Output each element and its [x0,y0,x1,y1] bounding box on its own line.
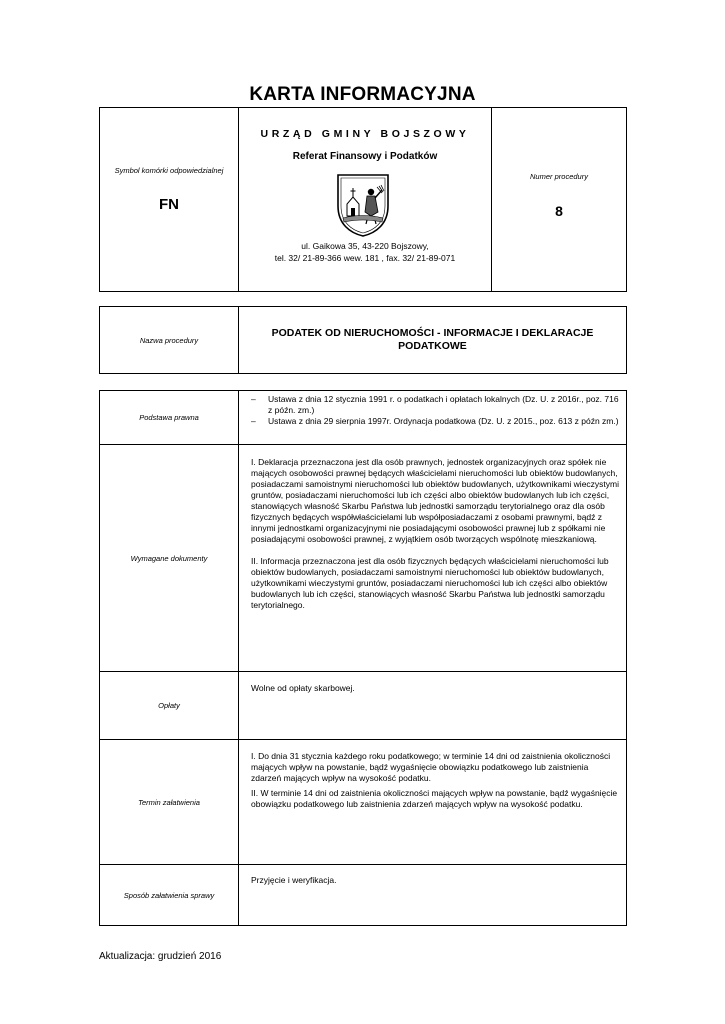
symbol-label: Symbol komórki odpowiedzialnej [114,166,224,175]
legal-basis-item: Ustawa z dnia 29 sierpnia 1997r. Ordynacja podatkowa (Dz. U. z 2015., poz. 613 z późn zm.) [268,416,619,426]
list-item: – Ustawa z dnia 12 stycznia 1991 r. o podatkach i opłatach lokalnych (Dz. U. z 2016r., poz. 716 z późn. zm.) [251,394,619,415]
procedure-number-cell [492,108,627,292]
header-table [99,107,627,292]
fees-text: Wolne od opłaty skarbowej. [251,683,355,693]
documents-row [100,445,627,672]
office-cell [239,108,492,292]
deadline-paragraph-2: II. W terminie 14 dni od zaistnienia okoliczności mających wpływ na powstanie, bądź wygaśnięcie obowiązku podatkowego lub zaistnienia zdarzeń mających wpływ na wysokość podatku. [251,788,618,809]
procedure-number: 8 [555,203,563,219]
procedure-number-label: Numer procedury [530,172,588,181]
handling-row [100,865,627,926]
procedure-name-label: Nazwa procedury [100,307,239,374]
documents-label: Wymagane dokumenty [100,445,239,672]
deadline-content [239,740,627,865]
fees-row [100,672,627,740]
handling-content [239,865,627,926]
handling-label: Sposób załatwienia sprawy [100,865,239,926]
legal-basis-item: Ustawa z dnia 12 stycznia 1991 r. o podatkach i opłatach lokalnych (Dz. U. z 2016r., poz. 716 z późn. zm.) [268,394,619,415]
office-name: URZĄD GMINY BOJSZOWY [260,128,470,140]
legal-basis-list [247,394,620,427]
handling-text: Przyjęcie i weryfikacja. [251,875,337,885]
legal-basis-label: Podstawa prawna [100,391,239,445]
legal-basis-content [239,391,627,445]
symbol-cell [100,108,239,292]
documents-paragraph-2: II. Informacja przeznaczona jest dla osób fizycznych będących właścicielami nieruchomości lub obiektów budowlanych, posiadaczami samoistnymi nieruchomości lub obiektów budowlanych, użytkownikami wieczystymi gruntów, posiadaczami nieruchomości lub ich części albo obiektów budowlanych lub ich części, stanowiących własność Skarbu Państwa lub jednostki samorządu terytorialnego. [251,556,609,610]
list-item: – Ustawa z dnia 29 sierpnia 1997r. Ordynacja podatkowa (Dz. U. z 2015., poz. 613 z późn zm.) [251,416,619,426]
procedure-name-table [99,306,627,374]
deadline-paragraph-1: I. Do dnia 31 stycznia każdego roku podatkowego; w terminie 14 dni od zaistnienia okoliczności mających wpływ na powstanie, bądź wygaśnięcie obowiązku podatkowego lub zaistnienia zdarzeń mających wpływ na wysokość podatku. [251,751,611,783]
documents-content [239,445,627,672]
fees-label: Opłaty [100,672,239,740]
legal-basis-row [100,391,627,445]
symbol-code: FN [159,196,179,213]
fees-content [239,672,627,740]
deadline-row [100,740,627,865]
address-line-1: ul. Gaikowa 35, 43-220 Bojszowy, [301,241,429,251]
coat-of-arms-icon [335,172,391,238]
deadline-label: Termin załatwienia [100,740,239,865]
department-name: Referat Finansowy i Podatków [292,151,438,162]
update-date: Aktualizacja: grudzień 2016 [99,951,222,962]
details-table [99,390,627,926]
procedure-name: PODATEK OD NIERUCHOMOŚCI - INFORMACJE I DEKLARACJE PODATKOWE [239,307,627,374]
address-line-2: tel. 32/ 21-89-366 wew. 181 , fax. 32/ 21-89-071 [274,253,456,263]
documents-paragraph-1: I. Deklaracja przeznaczona jest dla osób prawnych, jednostek organizacyjnych oraz spółek nie mających osobowości prawnej będących właścicielami nieruchomości lub obiektów budowlanych, posiadaczami samoistnymi nieruchomości lub obiektów budowlanych, użytkownikami wieczystymi gruntów, posiadaczami nieruchomości lub ich części albo obiektów budowlanych lub ich części, stanowiących własność Skarbu Państwa lub jednostki samorządu terytorialnego oraz dla osób fizycznych będących współwłaścicielami lub współposiadaczami z osobami prawnymi, bądź z innymi jednostkami organizacyjnymi nie posiadającymi osobowości prawnej lub z spółkami nie posiadającymi osobowości prawnej, z wyjątkiem osób tworzących wspólnotę mieszkaniową. [251,457,620,544]
page-title: KARTA INFORMACYJNA [249,84,476,105]
